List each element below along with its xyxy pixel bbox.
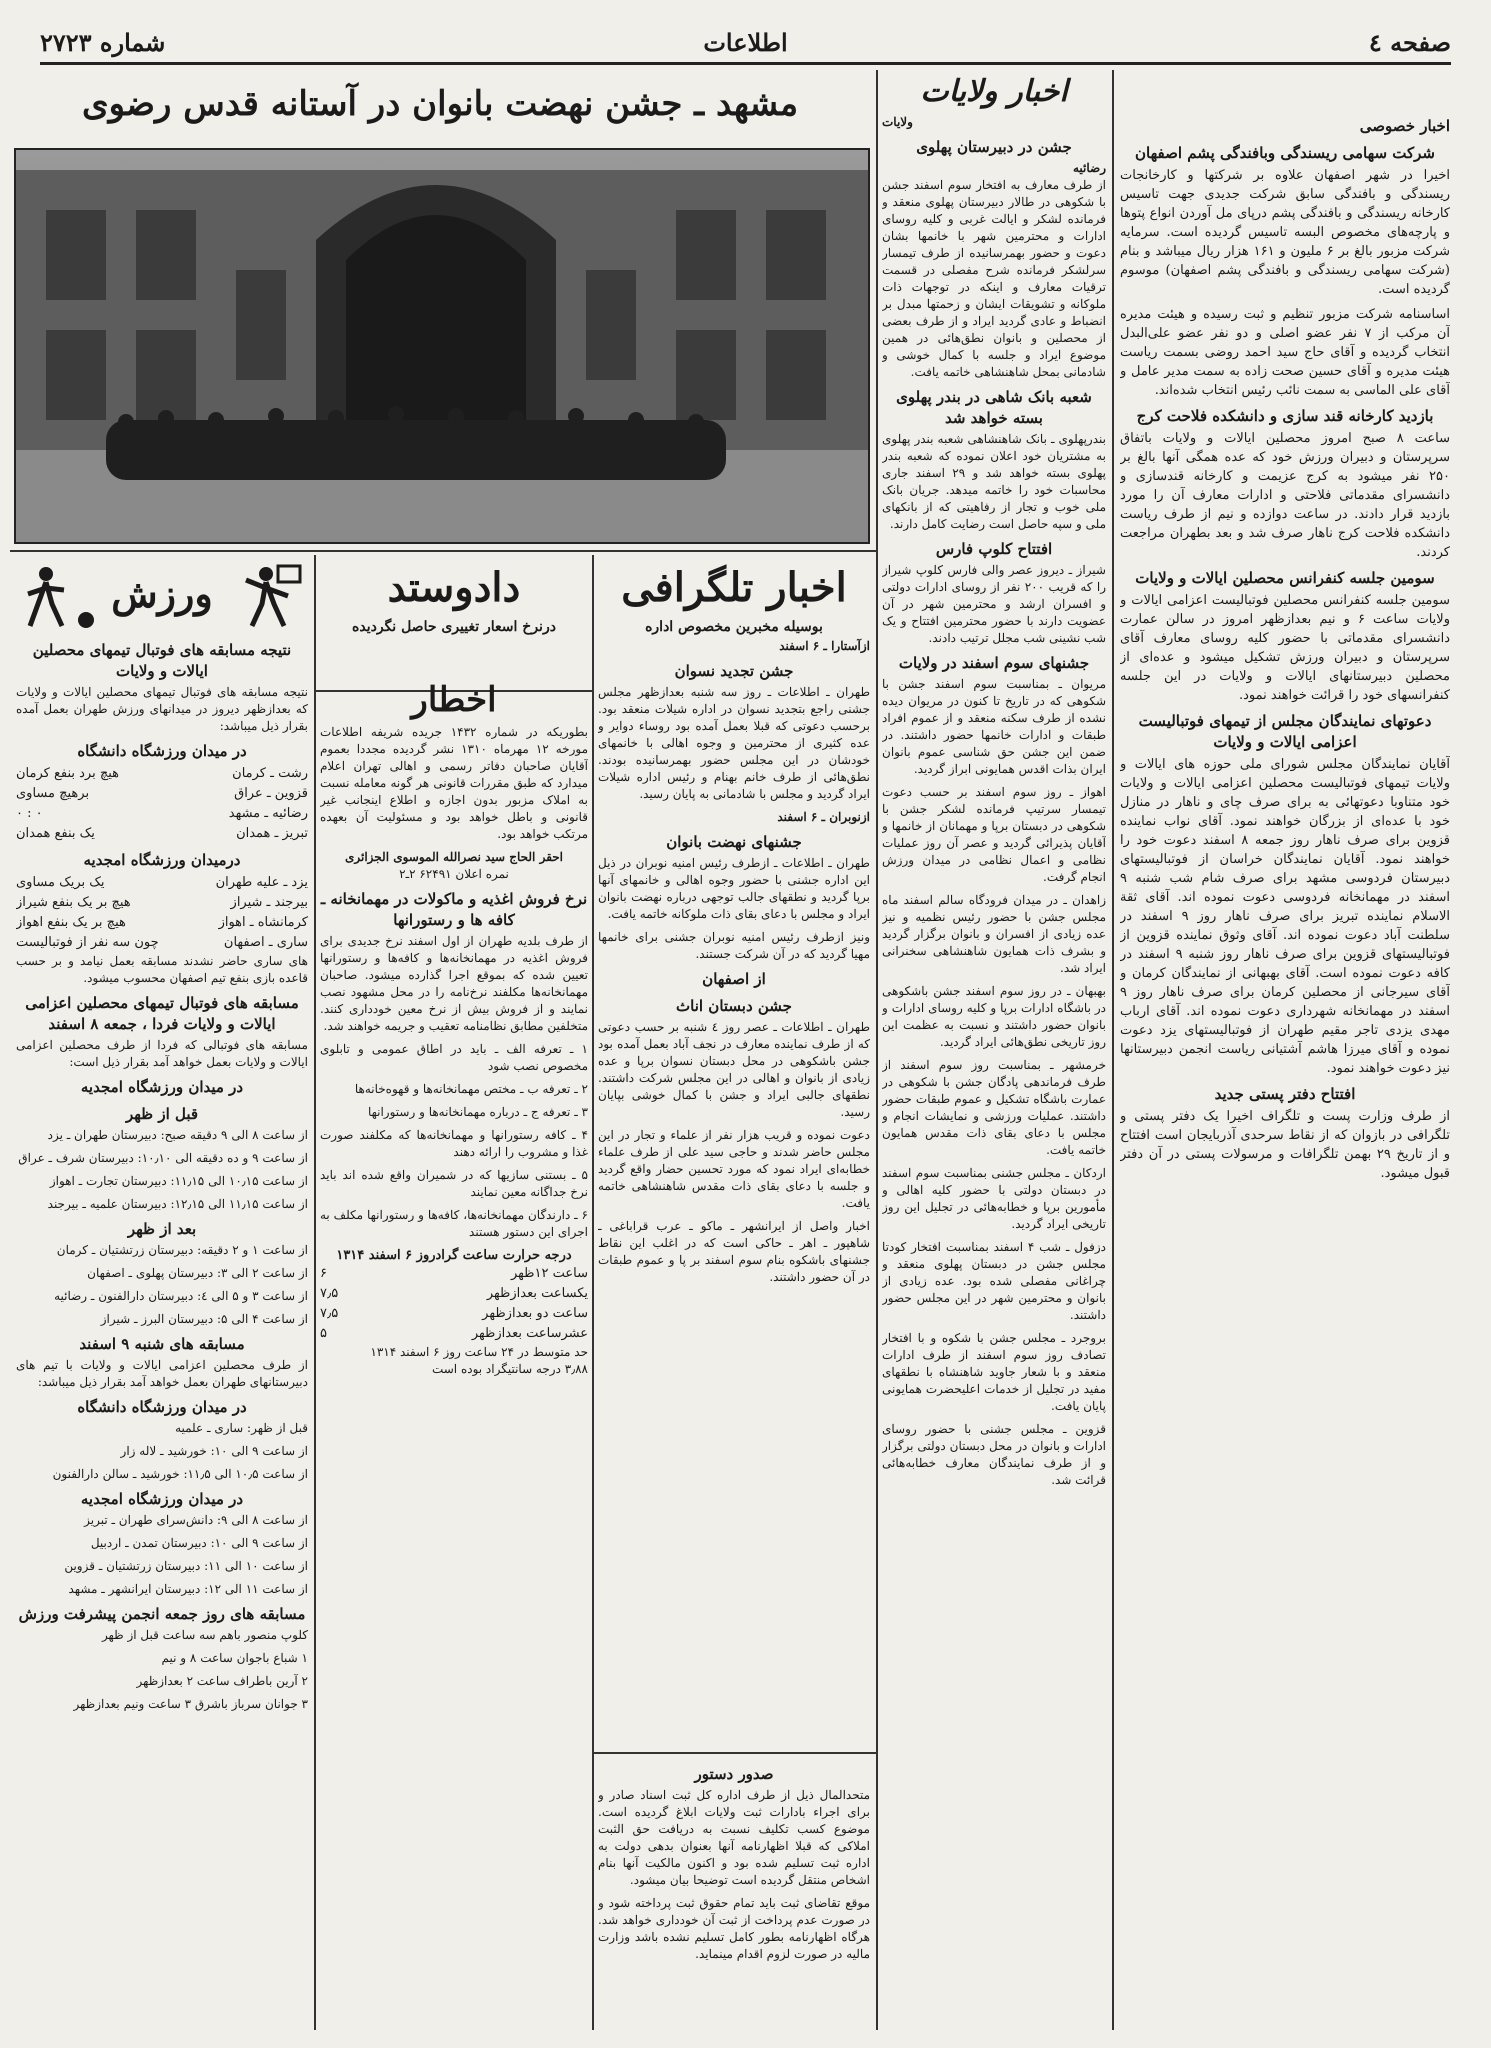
tariff-item: ۳ ـ تعرفه ج ـ درباره مهمانخانه‌ها و رستورانها [367,1105,588,1119]
article-headline: بازدید کارخانه قند سازی و دانشکده فلاحت کرج [1136,407,1434,425]
match-score: ۰ : ۰ [16,806,43,821]
temperature-note: حد متوسط در ۲۴ ساعت روز ۶ اسفند ۱۳۱۴ [370,1345,588,1359]
article-body: نتیجه مسابقه های فوتبال تیمهای محصلین ایالات و ولایات که بعدازظهر دیروز در میدانهای ورزش طهران بعمل آمده بقرار ذیل میباشد: [16,685,308,733]
article-body: بروجرد ـ مجلس جشن با شکوه و با افتخار تصادف روز سوم اسفند از طرف ادارات منعقد و با شعار جاوید شاهنشاه با نطقهای مفید در تجلیل از خدمات اعلیحضرت همایونی پایان یافت. [882,1331,1106,1413]
schedule-item: از ساعت ۴ الی ۵: دبیرستان البرز ـ شیراز [100,1312,308,1326]
header-rule [40,62,1451,65]
schedule-item: از ساعت ۸ الی ۹ دقیقه صبح: دبیرستان طهران ـ یزد [47,1128,308,1142]
notice-body: بطوریکه در شماره ۱۴۳۲ جریده شریفه اطلاعات مورخه ۱۲ مهرماه ۱۳۱۰ نشر گردیده مجددا بعموم آقایان صاحبان دفاتر رسمی و اهالی تهران اعلام میدارد که طبق مقررات قانونی هر گونه معامله نسبت به املاک مزبور بدون اجازه و اطلاع اینجانب غیر قانونی و باطل خواهد بود و مسئولیت آن بعهده مرتکب خواهد بود. [320,725,588,841]
article-headline: مسابقه های فوتبال تیمهای محصلین اعزامی ایالات و ولایات فردا ، جمعه ۸ اسفند [25,994,299,1033]
article-headline: افتتاح کلوپ فارس [935,540,1053,558]
provinces-masthead: اخبار ولایات [920,74,1068,109]
venue-heading: در میدان ورزشگاه دانشگاه [77,1398,247,1416]
column-sports [16,560,308,2030]
temperature-label: عشرساعت بعدازظهر [471,1326,588,1341]
article-headline: شعبه بانک شاهی در بندر پهلوی بسته خواهد شد [896,388,1092,427]
article-body: ونیز ازطرف رئیس امنیه نوبران جشنی برای خانمها مهیا گردید که در آن شرکت جستند. [598,930,870,961]
temperature-row [320,1264,588,1284]
match-teams: بیرجند ـ شیراز [230,895,308,910]
match-result [16,913,308,933]
article-body: آقایان نمایندگان مجلس شورای ملی حوزه های ایالات و ولایات تیمهای فوتبالیست محصلین اعزامی ایالات و ولایات خود متناوبا دعوتهائی به برای صرف چای و ناهار در منازل خود با عده‌ای از بزرگان خواهند نمود. آقای نواب نماینده قزوین برای صرف ناهار روز جمعه ۸ اسفند دعوت خود را خواهند نمود. آقایان نمایندگان خراسان از فوتبالیستهای دبیرستان فردوسی مشهد برای صرف شام شب شنبه ۹ اسفند در مهمانخانه فردوسی دعوت نموده اند. آقای ثقة الاسلام نماینده تبریز برای صرف ناهار روز ۹ اسفند در سلطنت آباد دعوت نموده اند. آقای وثوق نماینده قزوین از فوتبالیستهای قزوین برای صرف ناهار روز شنبه ۹ اسفند در کافه دعوت نموده است. آقای بهبهانی از نمایندگان کرمان و آقای سیرجانی از محصلین کرمان برای صرف ناهار روز ۹ اسفند در مهمانخانه شهرداری دعوت نموده اند. آقای ارباب مهدی یزدی تاجر مقیم طهران از فوتبالیستهای یزد دعوت نموده و آقای میرزا هاشم آشتیانی ریاست انجمن دبیرستانها نیز دعوت خواهند نمود. [1120,757,1450,1076]
article-body: طهران ـ اطلاعات ـ عصر روز ٤ شنبه بر حسب دعوتی که از طرف نماینده معارف در نجف آباد بعمل آمده بود جشن باشکوهی در محل دبستان نسوان برپا و عده زیادی از بانوان و اهالی در این مجلس شرکت داشتند. نطقهای جالبی ایراد و جشن با کمال خوشی بپایان رسید. [598,1020,870,1119]
temperature-row [320,1284,588,1304]
article-body: های ساری حاضر نشدند مسابقه بعمل نیامد و بر حسب قاعده بازی بنفع تیم اصفهان محسوب میشود. [16,954,308,985]
mashhad-shrine-photo [14,148,870,544]
schedule-item: از ساعت ۳ و ۵ الی ٤: دبیرستان دارالفنون ـ رضائیه [54,1289,308,1303]
match-teams: کرمانشاه ـ اهواز [218,915,308,930]
section-rule [592,1752,876,1754]
temperature-value: ۵ [320,1326,327,1341]
trade-subtitle: درنرخ اسعار تغییری حاصل نگردیده [352,619,556,635]
article-headline: جشن در دبیرستان پهلوی [916,138,1072,156]
schedule-item: قبل از ظهر: ساری ـ علمیه [175,1421,308,1435]
section-rule [10,550,876,552]
article-headline: جشنهای سوم اسفند در ولایات [898,654,1090,672]
tariff-item: ۱ ـ تعرفه الف ـ باید در اطاق عمومی و تابلوی مخصوص نصب شود [320,1042,588,1073]
article-dateline: ازنوبران ـ ۶ اسفند [777,810,870,824]
notice-signature: احقر الحاج سید نصرالله الموسوی الجزائری [344,850,564,864]
notice-title: اخطار [411,680,497,720]
match-score: هیچ بر یک بنفع شیراز [16,895,131,910]
match-teams: ساری ـ اصفهان [223,935,308,950]
article-body: مسابقه های فوتبالی که فردا از طرف محصلین اعزامی ایالات و ولایات بعمل خواهد آمد بقرار ذیل است: [16,1038,308,1069]
article-body: بندرپهلوی ـ بانک شاهنشاهی شعبه بندر پهلوی به مشتریان خود اعلان نموده که شعبه بندر پهلوی بسته خواهد شد و ۲۹ اسفند جاری محاسبات خود را خاتمه میدهد. جریان بانک ملی خوب و تجار از رفاهیتی که از بانکهای ملی و سپه حاصل است رضایت کامل دارند. [882,432,1106,531]
telegraph-title: اخبار تلگرافی [621,564,847,611]
temperature-value: ۷٫۵ [320,1286,339,1301]
article-body: موقع تقاضای ثبت باید تمام حقوق ثبت پرداخته شود و در صورت عدم پرداخت از ثبت آن خودداری خواهد شد. هرگاه اظهارنامه بطور کامل تسلیم نشده باشد وزارت مالیه در صورت لزوم اقدام مینماید. [598,1896,870,1961]
schedule-item: ۲ آرین باطراف ساعت ۲ بعدازظهر [136,1674,308,1688]
article-headline: صدور دستور [694,1765,774,1783]
telegraph-subtitle: بوسیله مخبرین مخصوص اداره [645,619,823,635]
tariff-item: ۶ ـ دارندگان مهمانخانه‌ها، کافه‌ها و رستورانها مکلف به اجرای این دستور هستند [320,1208,588,1239]
article-body: دزفول ـ شب ۴ اسفند بمناسبت افتخار کودتا مجلس جشن در دبستان پهلوی منعقد و چراغانی مفصلی شده بود. عده زیادی از بانوان و محترمین شهر در این مجلس حضور داشتند. [882,1240,1106,1322]
issue-number: شماره ۲۷۲۳ [40,28,166,57]
article-body: طهران ـ اطلاعات ـ روز سه شنبه بعدازظهر مجلس جشنی راجع بتجدید نسوان در اداره شیلات منعقد بود. برحسب دعوتی که قبلا بعمل آمده بود روساء دوایر و عده کثیری از محترمین و وجوه اهالی با خانمهای خودشان در این مجلس حضور بهمرسانیده بودند. نطق‌هائی از طرف خانم بهنام و رئیس اداره شیلات ایراد گردید و مجلس با شادمانی به پایان رسید. [598,685,870,801]
column-rule [1112,70,1114,2030]
article-body: دعوت نموده و قریب هزار نفر از علماء و تجار در این مجلس حاضر شدند و حاجی سید علی از طرف علماء خطابه‌ای ایراد نمود که مورد تحسین حضار واقع گردید و جلسه با دعای بقای ذات مقدس شاهنشاهی خاتمه یافت. [598,1128,870,1210]
temperature-heading: درجه حرارت ساعت گرادروز ۶ اسفند ۱۳۱۴ [336,1248,572,1263]
temperature-value: ۷٫۵ [320,1306,339,1321]
article-body: زاهدان ـ در میدان فرودگاه سالم اسفند ماه مجلس جشن با حضور رئیس نظمیه و نیز عده زیادی از افسران و بانوان برگزار گردید و بشرف ذات همایون شاهنشاهی سخنرانی ایراد شد. [882,893,1106,975]
page-number: صفحه ٤ [1368,28,1451,57]
article-headline: شرکت سهامی ریسندگی وبافندگی پشم اصفهان [1135,144,1435,162]
schedule-item: ۳ جوانان سرباز باشرق ۳ ساعت ونیم بعدازظهر [73,1697,308,1711]
sports-title: ورزش [111,571,213,616]
column-provinces [882,70,1106,2030]
venue-heading: در میدان ورزشگاه امجدیه [80,1078,244,1096]
article-headline: جشن تجدید نسوان [674,662,794,680]
article-body: خرمشهر ـ بمناسبت روز سوم اسفند از طرف فرماندهی پادگان جشن با شکوهی در عمارت باشگاه تشکیل و عموم طبقات حضور داشتند. عملیات ورزشی و نمایشات انجام و مجلس با دعای بقای ذات مقدس همایون خاتمه یافت. [882,1058,1106,1157]
article-body: متحدالمال ذیل از طرف اداره کل ثبت اسناد صادر و برای اجراء بادارات ثبت ولایات ابلاغ گردیده است. موضوع کسب تکلیف نسبت به دریافت حق الثبت املاکی که قبلا اظهارنامه آنها بعنوان بدهی دولت به اداره ثبت تسلیم شده بود و اکنون مالکیت آنها بنام اشخاص منتقل گردیده است توضیحا بیان میشود. [598,1788,870,1887]
article-body: طهران ـ اطلاعات ـ ازطرف رئیس امنیه نوبران در ذیل این اداره جشنی با حضور وجوه اهالی و خانمهای آنها برپا گردید و نطقهای جالب توجهی درباره نهضت بانوان ایراد و مجلس با دعای بقای ذات ملوکانه خاتمه یافت. [598,856,870,921]
schedule-item: از ساعت ۱۰٫۵ الی ۱۱٫۵: خورشید ـ سالن دارالفنون [52,1467,308,1481]
match-teams: یزد ـ علیه طهران [215,875,308,890]
temperature-row [320,1324,588,1344]
match-result [16,893,308,913]
column-rule [592,555,594,2030]
article-body: بهبهان ـ در روز سوم اسفند جشن باشکوهی در باشگاه ادارات برپا و کلیه روسای ادارات و بانوان حضور داشتند و نسبت به عظمت این روز تاریخی نطق‌هائی ایراد گردید. [882,984,1106,1049]
article-dateline: ازآستارا ـ ۶ اسفند [779,639,870,653]
article-headline: سومین جلسه کنفرانس محصلین ایالات و ولایات [1135,569,1435,587]
article-body: اساسنامه شرکت مزبور تنظیم و ثبت رسیده و هیئت مدیره آن مرکب از ۷ نفر عضو اصلی و دو نفر عضو علی‌البدل انتخاب گردیده و آقای حاج سید احمد روضی بسمت ریاست هیئت مدیره و آقای حسین صحت زاده به سمت مدیر عامل و آقای علی الماسی به سمت نائب رئیس انتخاب شده‌اند. [1120,307,1450,398]
schedule-item: از ساعت ۱۱ الی ۱۲: دبیرستان ایرانشهر ـ مشهد [68,1582,308,1596]
article-headline: مسابقه های روز جمعه انجمن پیشرفت ورزش [18,1605,306,1623]
tariff-item: ۴ ـ کافه رستورانها و مهمانخانه‌ها که مکلفند صورت غذا و مشروب را ارائه دهند [320,1128,588,1159]
article-headline: جشن دبستان اناث [676,997,792,1015]
article-body: اخیرا در شهر اصفهان علاوه بر شرکتها و کارخانجات ریسندگی و بافندگی سابق شرکت جدیدی جهت تاسیس کارخانه ریسندگی و بافندگی پشم درپای مل آوردن انواع پتوها و پارچه‌های مخصوص البسه تاسیس گردیده است. سرمایه شرکت مزبور بالغ بر ۶ ملیون و ۱۶۱ هزار ریال میباشد و بنام (شرکت سهامی ریسندگی و بافندگی پشم اصفهان) موسوم گردیده است. [1120,168,1450,297]
article-dateline: از اصفهان [702,970,766,988]
column-trade [320,560,588,2030]
column-rule [314,555,316,2030]
match-result [16,764,308,784]
trade-title: دادوستد [387,564,521,611]
match-score: چون سه نفر از فوتبالیست [16,935,159,950]
match-score: یک بریک مساوی [16,875,105,890]
article-body: ساعت ۸ صبح امروز محصلین ایالات و ولایات باتفاق سرپرستان و دبیران ورزش خود که عده همگی آنها بالغ بر ۲۵۰ نفر میشود به کرج عزیمت و کارخانه قندسازی و دانشسرای مقدماتی فلاحتی و ادارات معارف آن را مورد بازدید قرار دادند. در ساعت دوازده و نیم از طرف ریاست دانشکده فلاحت کرج ناهار صرف شد و بعد بطهران مراجعت کردند. [1120,431,1450,560]
schedule-item: از ساعت ۲ الی ۳: دبیرستان پهلوی ـ اصفهان [87,1266,308,1280]
article-body: مریوان ـ بمناسبت سوم اسفند جشن با شکوهی که در تاریخ تا کنون در مریوان دیده نشده از طرف سکنه منعقد و از عموم افراد طبقات و ادارات خانمها حضور داشتند. در ضمن این جشن حق شناسی عموم بانوان ایران بذات اقدس همایونی ابراز گردید. [882,677,1106,776]
match-result [16,824,308,844]
schedule-item: از ساعت ۱۰ الی ۱۱: دبیرستان زرتشتیان ـ قزوین [64,1559,308,1573]
notice-number: نمره اعلان ۶۲۴۹۱ ۲ـ۲ [399,867,509,881]
temperature-row [320,1304,588,1324]
schedule-item: از ساعت ۱۰٫۱۵ الی ۱۱٫۱۵: دبیرستان تجارت ـ اهواز [49,1174,308,1188]
article-body: از طرف محصلین اعزامی ایالات و ولایات با تیم های دبیرستانهای طهران بعمل خواهد آمد بقرار ذیل میباشد: [16,1358,308,1389]
column-telegraph [598,560,870,1748]
venue-heading: در میدان ورزشگاه امجدیه [80,1490,244,1508]
temperature-value: ۶ [320,1266,327,1281]
article-body: اخبار واصل از ایرانشهر ـ ماکو ـ عرب قراباغی ـ شاهپور ـ اهر ـ حاکی است که در اغلب این نقاط جشنهای باشکوه بنام سوم اسفند بر پا و عموم طبقات در آن حضور داشتند. [598,1219,870,1284]
article-body: کلوپ منصور باهم سه ساعت قبل از ظهر [101,1628,308,1642]
temperature-note: ۳٫۸۸ درجه سانتیگراد بوده است [431,1362,588,1376]
sports-masthead [16,560,308,634]
article-body: از طرف وزارت پست و تلگراف اخیرا یک دفتر پستی و تلگرافی در بازوان که از نقاط سرحدی آذربایجان است افتتاح و از تاریخ ۲۹ بهمن تلگرافات و مرسولات پستی در آن دفتر قبول میشود. [1120,1109,1450,1181]
venue-heading: در میدان ورزشگاه دانشگاه [77,742,247,760]
match-result [16,804,308,824]
article-headline: افتتاح دفتر پستی جدید [1214,1085,1356,1103]
column-decree [598,1758,870,2030]
schedule-item: از ساعت ۹ الی ۱۰: دبیرستان تمدن ـ اردبیل [90,1536,308,1550]
schedule-item: از ساعت ۹ و ده دقیقه الی ۱۰٫۱۰: دبیرستان شرف ـ عراق [18,1151,308,1165]
article-headline: دعوتهای نمایندگان مجلس از تیمهای فوتبالیست اعزامی ایالات و ولایات [1138,712,1432,751]
match-result [16,933,308,953]
venue-heading: درمیدان ورزشگاه امجدیه [83,851,241,869]
schedule-item: از ساعت ۹ الی ۱۰: خورشید ـ لاله زار [120,1444,308,1458]
article-dateline: رضائیه [1072,161,1106,175]
session-heading: بعد از ظهر [127,1220,197,1238]
article-body: شیراز ـ دیروز عصر والی فارس کلوپ شیراز را که قریب ۲۰۰ نفر از روسای ادارات دولتی و افسران ارشد و محترمین شهر در آن عضویت دارند با حضور محترمین افتتاح و یک شب نشینی شب مجلل ترتیب دادند. [882,563,1106,645]
match-score: هیچ بر یک بنفع اهواز [16,915,126,930]
column-private-news [1120,110,1450,2030]
match-score: هیچ برد بنفع کرمان [16,766,120,781]
provinces-subtitle: ولایات [882,115,913,129]
temperature-label: ساعت ۱۲ظهر [511,1266,588,1281]
schedule-item: از ساعت ۱ و ۲ دقیقه: دبیرستان زرتشتیان ـ کرمان [56,1243,308,1257]
newspaper-name: اطلاعات [703,28,788,57]
tariff-item: ۵ ـ بستنی سازیها که در شمیران واقع شده اند باید نرخ جداگانه معین نمایند [320,1168,588,1199]
article-headline: مسابقه های شنبه ۹ اسفند [79,1335,245,1353]
match-teams: رشت ـ کرمان [232,766,308,781]
article-body: قزوین ـ مجلس جشنی با حضور روسای ادارات و بانوان در محل دبستان دولتی برگزار و از طرف نمایندگان معارف خطابه‌هائی قرائت شد. [882,1422,1106,1487]
match-score: برهیچ مساوی [16,786,90,801]
article-body: از طرف معارف به افتخار سوم اسفند جشن با شکوهی در طالار دبیرستان پهلوی منعقد و فرمانده لشکر و ایالت غربی و کلیه روسای ادارات و محترمین شهر با خانمها بشان دعوت و حضور بهمرسانیده از طرف تیمسار سرلشکر فرمانده شرح مفصلی در قسمت ترقیات معارف و اینکه در توجهات ذات ملوکانه و تشویقات ایشان و زحمتها مبدل بر انضباط و عادی گردید ایراد و از طرف بعضی از محصلین و بانوان نطق‌هائی در همین موضوع ایراد و جلسه با کمال خوشی و شادمانی بمحل شاهنشاهی خاتمه یافت. [882,178,1106,379]
photo-illustration [16,150,868,542]
photo-headline: مشهد ـ جشن نهضت بانوان در آستانه قدس رضوی [81,84,799,124]
article-headline: نرخ فروش اغذیه و ماکولات در مهمانخانه ـ کافه ها و رستورانها [320,890,588,929]
schedule-item: از ساعت ۱۱٫۱۵ الی ۱۲٫۱۵: دبیرستان علمیه ـ بیرجند [47,1197,308,1211]
match-teams: قزوین ـ عراق [234,786,308,801]
match-teams: تبریز ـ همدان [236,826,308,841]
article-body: اهواز ـ روز سوم اسفند بر حسب دعوت تیمسار سرتیپ فرمانده لشکر جشن با شکوهی در دبستان برپا و مهمانان از خانمها و آقایان پذیرائی گردید و عصر آن روز عملیات نظامی و اعمال نظامی در میدان ورزش انجام گرفت. [882,785,1106,884]
article-body: اردکان ـ مجلس جشنی بمناسبت سوم اسفند در دبستان دولتی با حضور کلیه اهالی و مأمورین برپا و خطابه‌هائی در تجلیل این روز تاریخی ایراد گردید. [882,1166,1106,1231]
schedule-item: از ساعت ۸ الی ۹: دانش‌سرای طهران ـ تبریز [84,1513,308,1527]
temperature-label: ساعت دو بعدازظهر [482,1306,588,1321]
match-result [16,784,308,804]
article-body: از طرف بلدیه طهران از اول اسفند نرخ جدیدی برای فروش اغذیه در مهمانخانه‌ها و کافه‌ها و رستورانها تعیین شده که بموقع اجرا گذارده میشود. صاحبان مهمانخانه‌ها مکلفند نرخ‌نامه را در محل مشهود نصب نمایند و از فروش بیش از نرخ معین خودداری کنند. متخلفین مطابق نظامنامه تعقیب و جریمه خواهند شد. [320,934,588,1033]
match-score: یک بنفع همدان [16,826,95,841]
schedule-item: ۱ شباع باجوان ساعت ۸ و نیم [161,1651,308,1665]
match-teams: رضائیه ـ مشهد [228,806,308,821]
session-heading: قبل از ظهر [125,1105,199,1123]
tariff-item: ۲ ـ تعرفه ب ـ مختص مهمانخانه‌ها و قهوه‌خانه‌ها [354,1082,588,1096]
article-headline: نتیجه مسابقه های فوتبال تیمهای محصلین ایالات و ولایات [32,641,292,680]
section-title: اخبار خصوصی [1359,117,1450,135]
temperature-label: یکساعت بعدازظهر [486,1286,588,1301]
column-rule [876,70,878,2030]
article-headline: جشنهای نهضت بانوان [666,833,802,851]
article-body: سومین جلسه کنفرانس محصلین فوتبالیست اعزامی ایالات و ولایات ساعت ۶ و نیم بعدازظهر امروز در سالن عمارت دانشسرای مقدماتی با حضور کلیه روسای معارف آقای سرپرستان و دبیران ورزش تشکیل میشود و عده‌ای از محصلین دبیرستانهای ایالات و ولایات در این جلسه کنفرانسهای خود را قرائت خواهند نمود. [1120,593,1450,703]
match-result [16,873,308,893]
